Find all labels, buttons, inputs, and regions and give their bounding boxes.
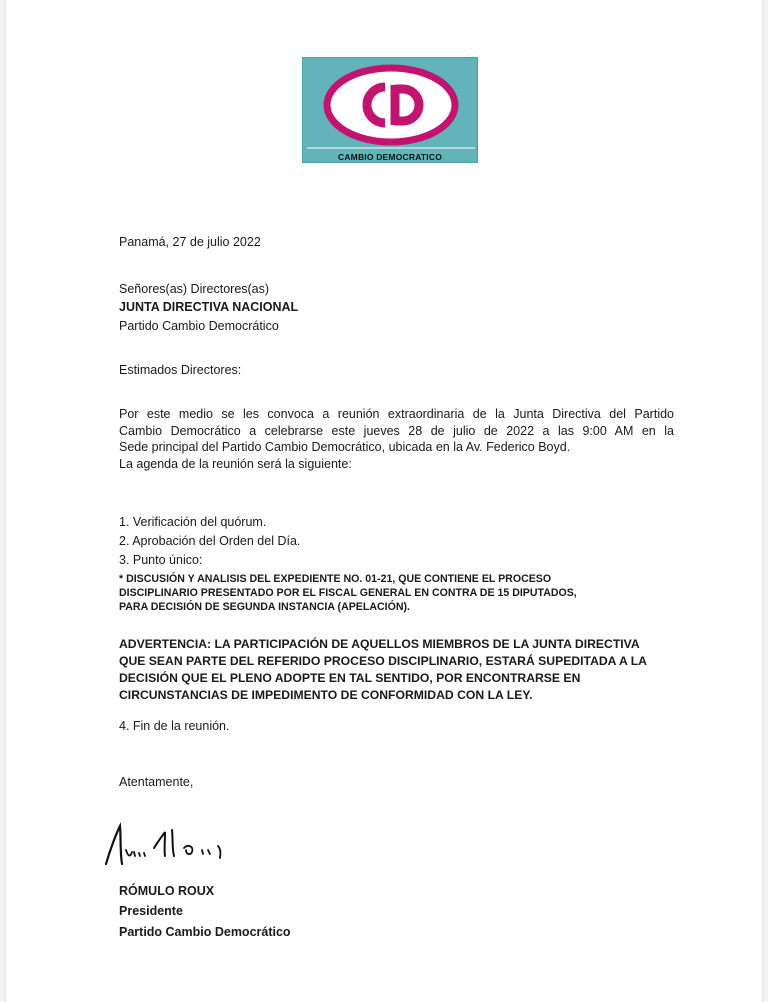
logo-caption: CAMBIO DEMOCRATICO bbox=[337, 152, 443, 162]
agenda-detail bbox=[119, 572, 674, 614]
agenda-item-4: 4. Fin de la reunión. bbox=[119, 719, 230, 733]
agenda-item-3: 3. Punto único: bbox=[119, 553, 203, 567]
body-line: Por este medio se les convoca a reunión extraordinaria de la Junta Directiva del Partido bbox=[119, 407, 674, 421]
warning-line: QUE SEAN PARTE DEL REFERIDO PROCESO DISCIPLINARIO, ESTARÁ SUPEDITADA A LA bbox=[119, 654, 647, 668]
closing: Atentamente, bbox=[119, 775, 194, 789]
signature bbox=[102, 820, 252, 875]
signer-org: Partido Cambio Democrático bbox=[119, 925, 291, 939]
body-line: Cambio Democrático a celebrarse este jueves 28 de julio de 2022 a las 9:00 AM en la bbox=[119, 423, 674, 438]
signer-name: RÓMULO ROUX bbox=[119, 884, 215, 898]
warning-notice bbox=[119, 636, 674, 704]
recipient-line-2: JUNTA DIRECTIVA NACIONAL bbox=[119, 300, 299, 314]
date-line: Panamá, 27 de julio 2022 bbox=[119, 235, 261, 249]
agenda-detail-line: * DISCUSIÓN Y ANALISIS DEL EXPEDIENTE NO. 01-21, QUE CONTIENE EL PROCESO bbox=[119, 573, 552, 585]
warning-line: DECISIÓN QUE EL PLENO ADOPTE EN TAL SENTIDO, POR ENCONTRARSE EN bbox=[119, 671, 581, 685]
body-line: Sede principal del Partido Cambio Democrático, ubicada en la Av. Federico Boyd. bbox=[119, 440, 571, 454]
party-logo bbox=[302, 57, 478, 163]
body-line: La agenda de la reunión será la siguiente: bbox=[119, 456, 352, 471]
warning-line: ADVERTENCIA: LA PARTICIPACIÓN DE AQUELLOS MIEMBROS DE LA JUNTA DIRECTIVA bbox=[119, 637, 640, 651]
body-paragraph bbox=[119, 406, 674, 472]
warning-line: CIRCUNSTANCIAS DE IMPEDIMENTO DE CONFORMIDAD CON LA LEY. bbox=[119, 688, 533, 702]
agenda-item-1: 1. Verificación del quórum. bbox=[119, 515, 267, 529]
recipient-line-3: Partido Cambio Democrático bbox=[119, 319, 279, 333]
letter-sheet bbox=[6, 0, 762, 1002]
cd-logo-graphic bbox=[303, 58, 479, 164]
signer-title: Presidente bbox=[119, 904, 183, 918]
agenda-detail-line: PARA DECISIÓN DE SEGUNDA INSTANCIA (APELACIÓN). bbox=[119, 601, 410, 613]
agenda-detail-line: DISCIPLINARIO PRESENTADO POR EL FISCAL GENERAL EN CONTRA DE 15 DIPUTADOS, bbox=[119, 587, 577, 599]
agenda-item-2: 2. Aprobación del Orden del Día. bbox=[119, 534, 301, 548]
recipient-line-1: Señores(as) Directores(as) bbox=[119, 282, 270, 296]
greeting: Estimados Directores: bbox=[119, 363, 242, 377]
